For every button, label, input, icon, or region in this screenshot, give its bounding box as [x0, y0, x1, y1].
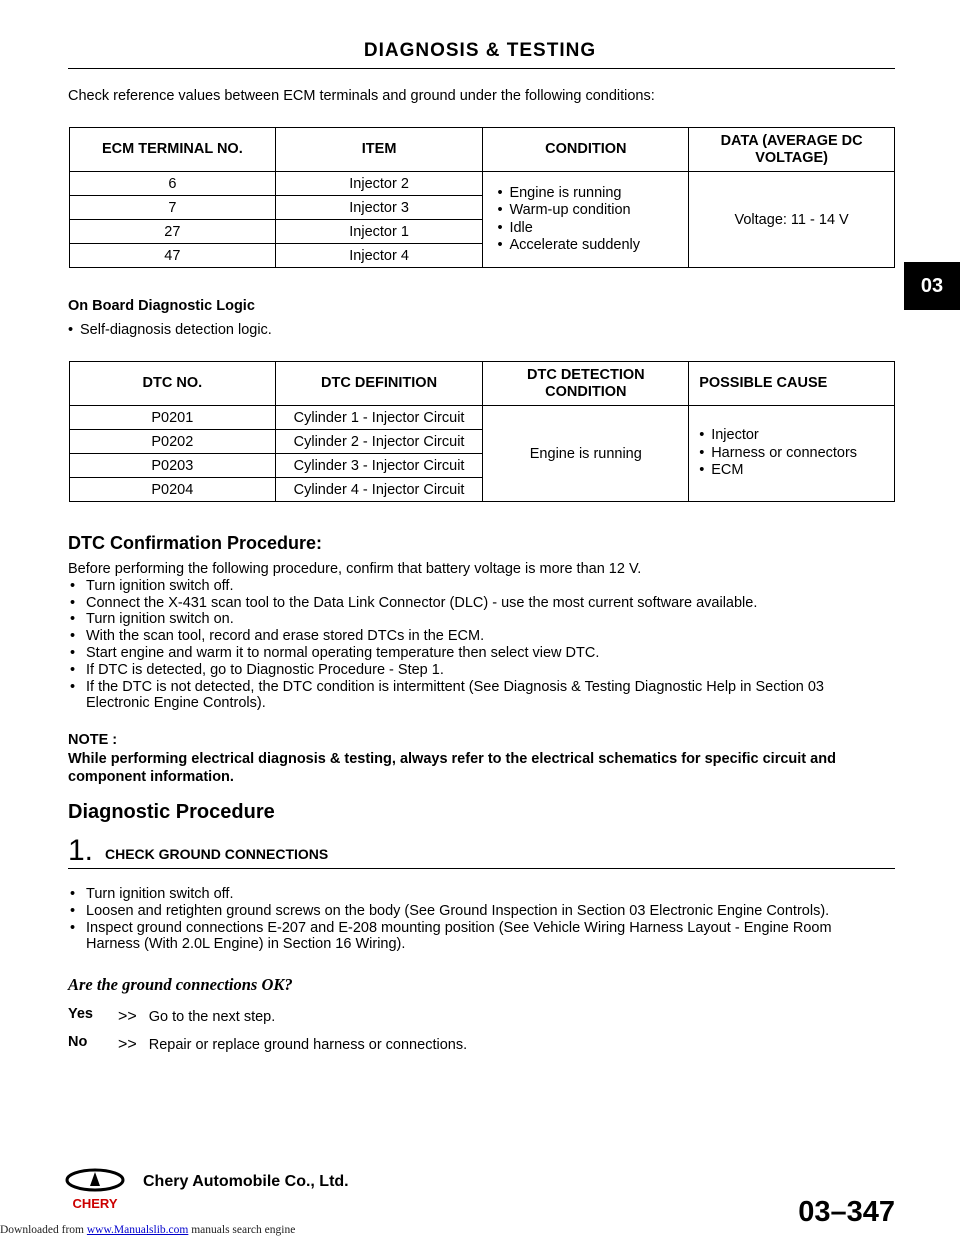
page-header-title: DIAGNOSIS & TESTING — [363, 40, 597, 61]
list-item: • Loosen and retighten ground screws on the body (See Ground Inspection in Section 03 Electronic Engine Controls). — [68, 903, 895, 920]
table-row — [70, 406, 895, 430]
dtc-condition-cell: Engine is running — [483, 406, 689, 502]
dtc-table — [69, 361, 895, 502]
answer-yes — [118, 1008, 275, 1026]
column-header: CONDITION — [483, 128, 689, 172]
list-item: • Start engine and warm it to normal operating temperature then select view DTC. — [68, 645, 895, 662]
condition-item: • Idle — [497, 220, 684, 238]
item-cell: Injector 1 — [275, 220, 483, 244]
list-item: • Turn ignition switch on. — [68, 611, 895, 628]
answer-no-label — [68, 1034, 87, 1050]
possible-cause-cell — [689, 406, 895, 502]
item-cell: Injector 2 — [275, 172, 483, 196]
dtc-code-cell: P0203 — [70, 454, 276, 478]
column-header: ITEM — [275, 128, 483, 172]
terminal-cell: 27 — [70, 220, 276, 244]
list-item: • Inspect ground connections E-207 and E-208 mounting position (See Vehicle Wiring Harness Layout - Engine Room Harness (With 2.0L Engine) in Section 16 Wiring). — [68, 920, 895, 954]
condition-item: • Accelerate suddenly — [497, 237, 684, 255]
download-watermark — [0, 1224, 295, 1236]
page-number: 03–347 — [798, 1196, 895, 1228]
diagnostic-procedure-title: Diagnostic Procedure — [68, 801, 275, 823]
terminal-cell: 7 — [70, 196, 276, 220]
column-header: ECM TERMINAL NO. — [70, 128, 276, 172]
list-item: • Turn ignition switch off. — [68, 886, 895, 903]
voltage-data-cell: Voltage: 11 - 14 V — [689, 172, 895, 268]
logo-text: CHERY — [72, 1196, 118, 1211]
confirmation-lead: Before performing the following procedure, confirm that battery voltage is more than 12 V. — [68, 561, 642, 577]
column-header: DATA (AVERAGE DC VOLTAGE) — [689, 128, 895, 172]
header-divider — [68, 68, 895, 69]
obd-logic-item — [68, 322, 272, 340]
answer-text: Go to the next step. — [148, 1009, 276, 1025]
answer-no — [118, 1036, 467, 1054]
column-header: DTC DETECTION CONDITION — [483, 362, 689, 406]
procedure-list — [68, 886, 895, 953]
section-tab: 03 — [904, 262, 960, 310]
list-item: • If the DTC is not detected, the DTC condition is intermittent (See Diagnosis & Testing Diagnostic Help in Section 03 Electronic Engine Controls). — [68, 679, 895, 713]
note-label: NOTE : — [68, 732, 118, 748]
list-item: • If DTC is detected, go to Diagnostic Procedure - Step 1. — [68, 662, 895, 679]
table-header-row — [70, 128, 895, 172]
note-text: While performing electrical diagnosis & testing, always refer to the electrical schematics for specific circuit and component information. — [68, 751, 836, 785]
condition-cell — [483, 172, 689, 268]
column-header: DTC NO. — [70, 362, 276, 406]
list-item: • Connect the X-431 scan tool to the Data Link Connector (DLC) - use the most current software available. — [68, 595, 895, 612]
step-title: CHECK GROUND CONNECTIONS — [105, 846, 329, 862]
dtc-code-cell: P0201 — [70, 406, 276, 430]
manualslib-link[interactable]: www.Manualslib.com — [86, 1224, 189, 1236]
answer-text: Repair or replace ground harness or connections. — [148, 1037, 468, 1053]
terminal-cell: 6 — [70, 172, 276, 196]
column-header: DTC DEFINITION — [275, 362, 483, 406]
item-cell: Injector 4 — [275, 244, 483, 268]
condition-item: • Warm-up condition — [497, 202, 684, 220]
obd-logic-title: On Board Diagnostic Logic — [68, 298, 255, 314]
intro-text: Check reference values between ECM terminals and ground under the following conditions: — [68, 88, 655, 104]
watermark-suffix: manuals search engine — [188, 1224, 296, 1236]
answer-label: No — [68, 1034, 88, 1050]
step-divider — [68, 868, 895, 869]
column-header: POSSIBLE CAUSE — [689, 362, 895, 406]
confirmation-title: DTC Confirmation Procedure: — [68, 533, 323, 553]
dtc-definition-cell: Cylinder 3 - Injector Circuit — [275, 454, 483, 478]
cause-item: • Harness or connectors — [699, 445, 890, 463]
answer-arrow: >> — [118, 1008, 137, 1025]
terminal-cell: 47 — [70, 244, 276, 268]
list-item: • With the scan tool, record and erase stored DTCs in the ECM. — [68, 628, 895, 645]
item-cell: Injector 3 — [275, 196, 483, 220]
condition-item: • Engine is running — [497, 185, 684, 203]
check-question: Are the ground connections OK? — [68, 975, 293, 994]
dtc-definition-cell: Cylinder 1 - Injector Circuit — [275, 406, 483, 430]
chery-logo-icon — [62, 1164, 128, 1214]
obd-logic-text: • Self-diagnosis detection logic. — [68, 322, 272, 340]
dtc-code-cell: P0204 — [70, 478, 276, 502]
confirmation-list — [68, 561, 895, 712]
ecm-terminal-table — [69, 127, 895, 268]
table-header-row — [70, 362, 895, 406]
cause-item: • ECM — [699, 462, 890, 480]
answer-yes-label — [68, 1006, 93, 1022]
cause-item: • Injector — [699, 427, 890, 445]
dtc-code-cell: P0202 — [70, 430, 276, 454]
answer-arrow: >> — [118, 1036, 137, 1053]
list-item: • Turn ignition switch off. — [68, 578, 895, 595]
watermark-prefix: Downloaded from — [0, 1224, 87, 1236]
footer-company: Chery Automobile Co., Ltd. — [143, 1173, 349, 1190]
dtc-definition-cell: Cylinder 2 - Injector Circuit — [275, 430, 483, 454]
answer-label: Yes — [68, 1006, 93, 1022]
dtc-definition-cell: Cylinder 4 - Injector Circuit — [275, 478, 483, 502]
step-number: 1. — [68, 834, 94, 867]
chery-logo — [62, 1164, 128, 1214]
table-row — [70, 172, 895, 196]
